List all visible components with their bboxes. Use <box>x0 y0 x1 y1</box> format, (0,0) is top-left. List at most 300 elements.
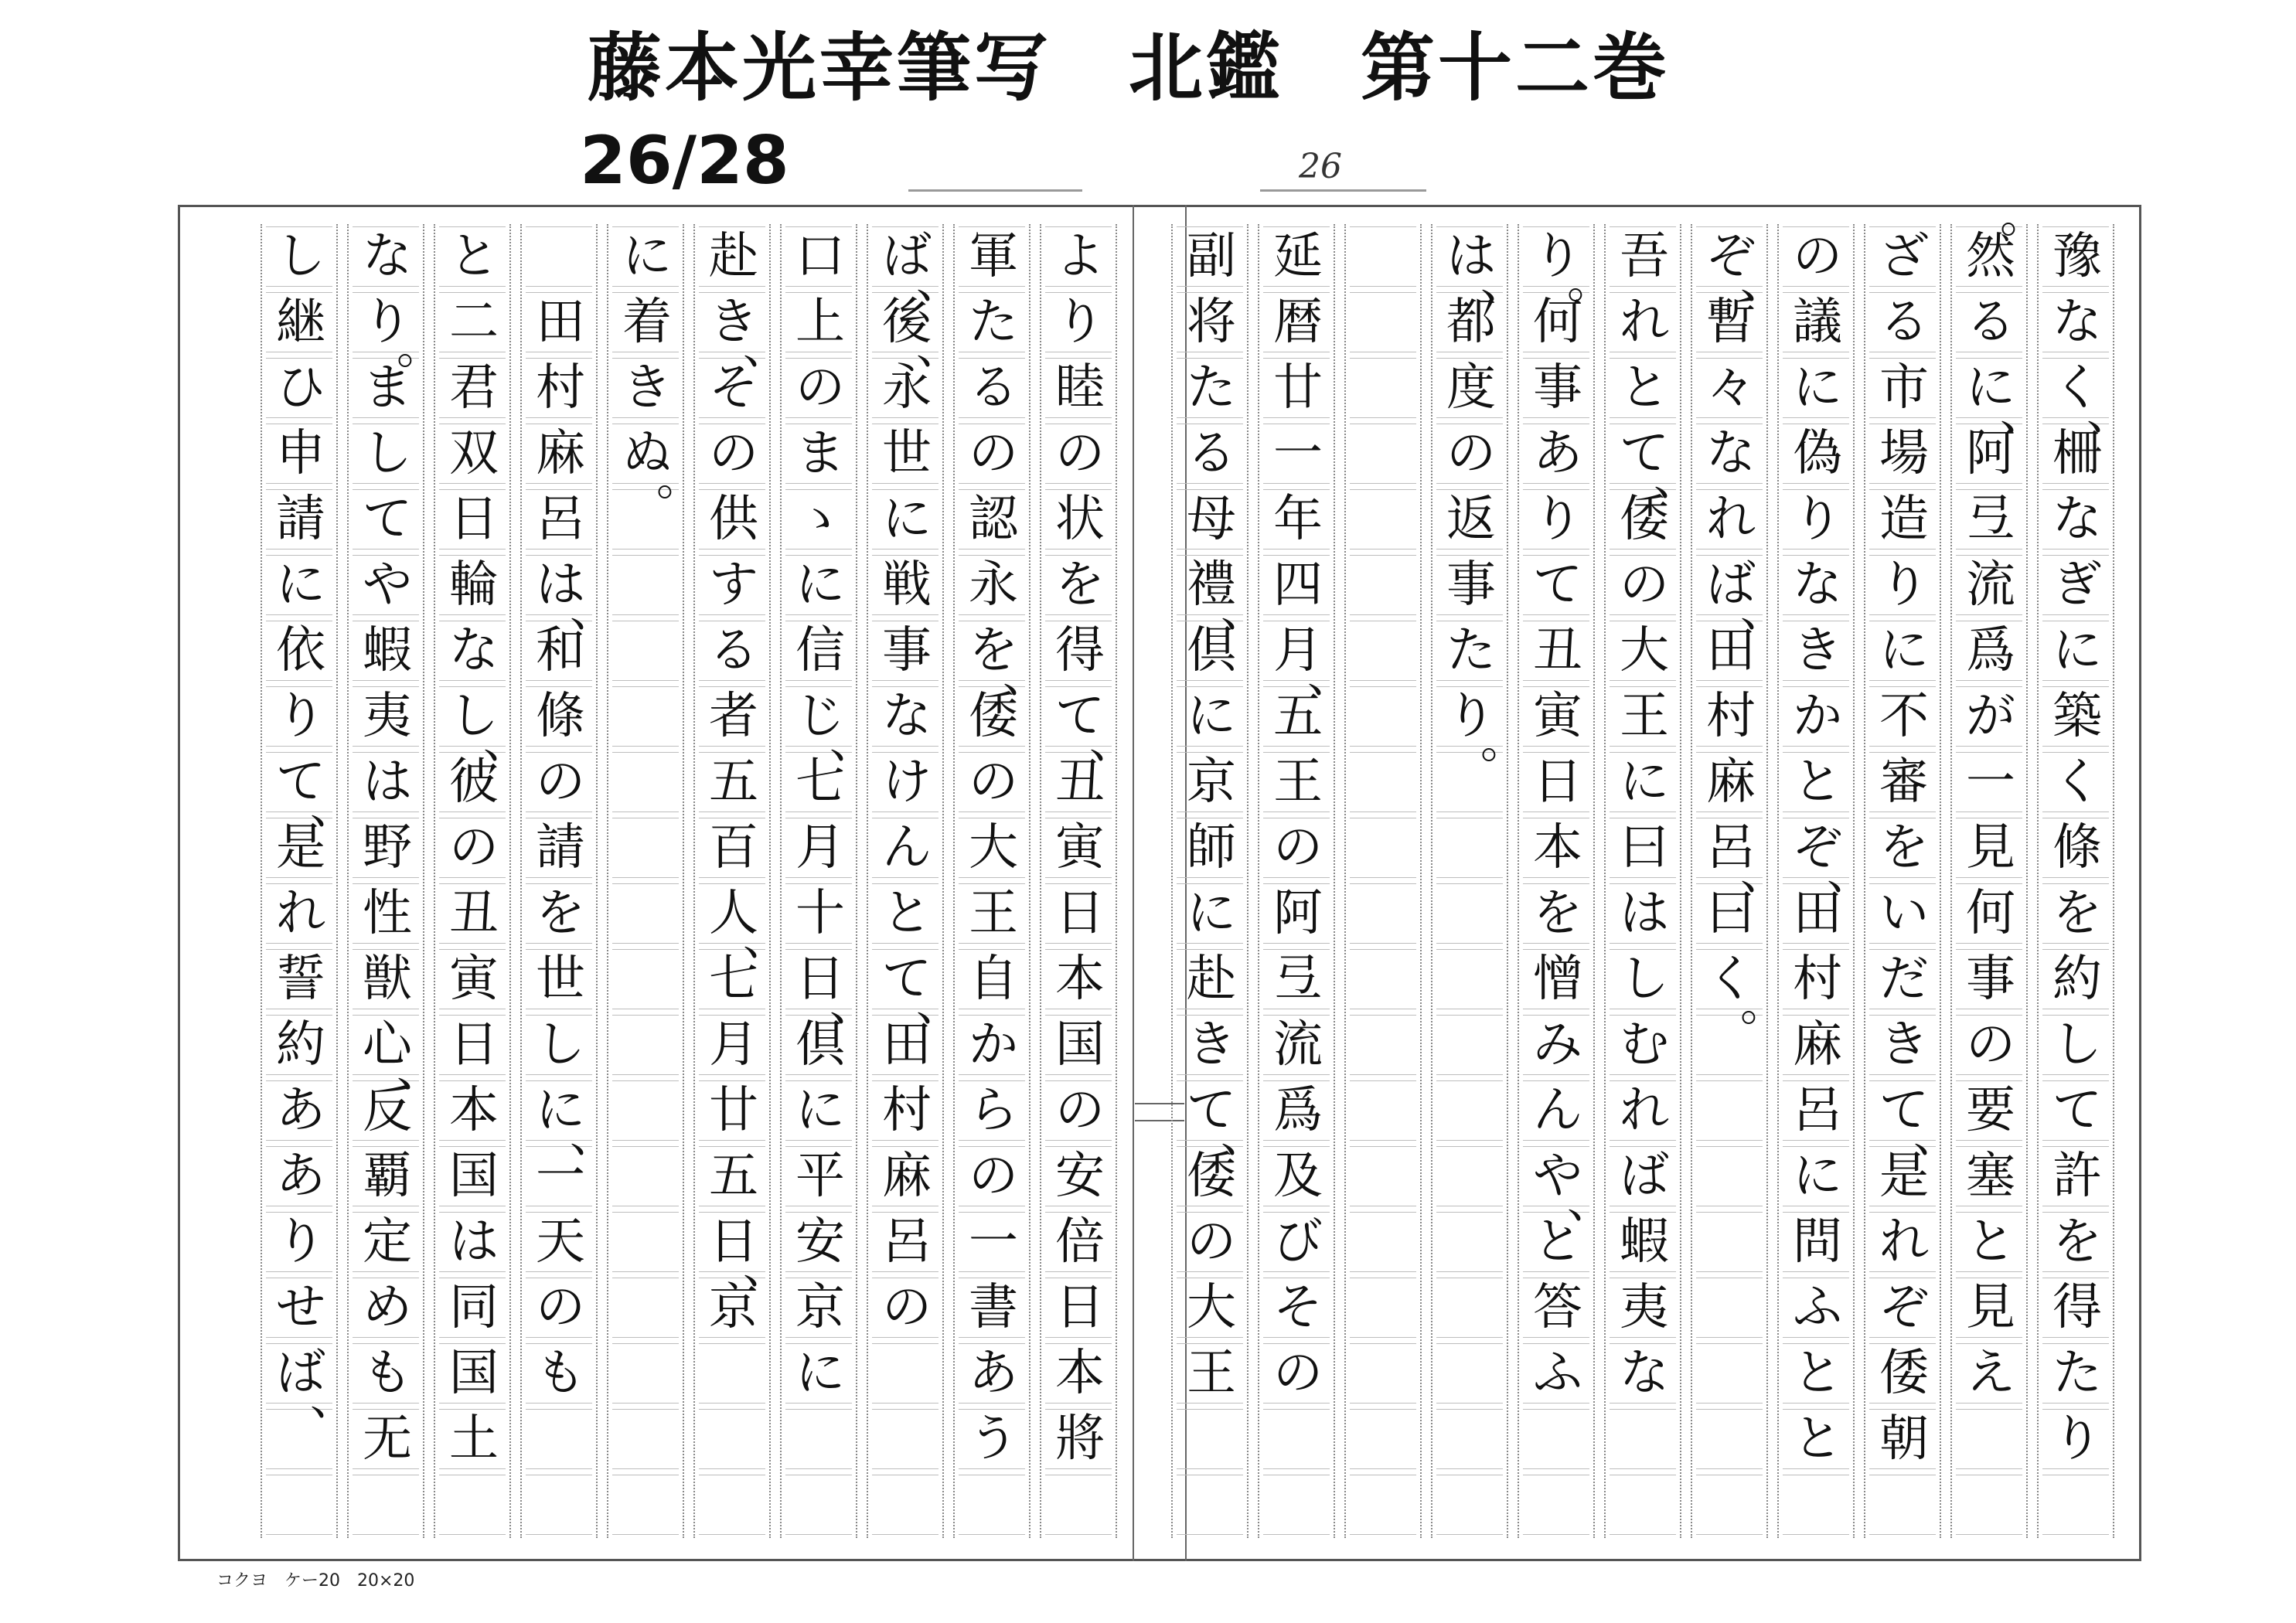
grid-cell <box>1045 1475 1112 1535</box>
manuscript-character: る <box>1187 425 1236 482</box>
grid-cell <box>959 1475 1025 1535</box>
manuscript-character: り <box>276 688 325 745</box>
manuscript-character: 、 <box>829 715 876 769</box>
manuscript-character: 吾 <box>1620 228 1669 285</box>
manuscript-character: 永 <box>969 556 1018 614</box>
manuscript-character: 上 <box>795 294 845 351</box>
manuscript-character: 大 <box>969 819 1018 876</box>
grid-cell <box>1350 686 1416 747</box>
manuscript-character: 戦 <box>882 556 932 614</box>
manuscript-character: を <box>536 885 585 942</box>
manuscript-character: 村 <box>536 359 585 417</box>
manuscript-character: 、 <box>570 584 616 638</box>
manuscript-character: 本 <box>1533 819 1582 876</box>
manuscript-character: 麻 <box>1793 1016 1842 1073</box>
manuscript-character: 日 <box>1533 754 1582 811</box>
manuscript-character: き <box>1793 622 1842 679</box>
manuscript-character: 日 <box>1055 885 1105 942</box>
manuscript-character: 倶 <box>1187 622 1236 679</box>
manuscript-character: い <box>1879 885 1929 942</box>
manuscript-character: 然 <box>1966 228 2015 285</box>
manuscript-character: 倭 <box>1620 491 1669 548</box>
manuscript-character: そ <box>709 359 758 417</box>
manuscript-character: 五 <box>709 1148 758 1205</box>
manuscript-character: 禮 <box>1187 556 1236 614</box>
grid-cell <box>612 752 679 812</box>
manuscript-character: 、 <box>829 978 876 1032</box>
manuscript-character: 何 <box>1533 294 1582 351</box>
manuscript-character: 丑 <box>1055 754 1105 811</box>
manuscript-character: と <box>1533 1213 1582 1271</box>
manuscript-character: ざ <box>1879 228 1929 285</box>
manuscript-character: 土 <box>449 1410 499 1468</box>
manuscript-character: に <box>1187 885 1236 942</box>
page-number-rule-right <box>1260 189 1426 192</box>
manuscript-character: 田 <box>1793 885 1842 942</box>
manuscript-character: し <box>2052 1016 2102 1073</box>
manuscript-character: た <box>1446 622 1496 679</box>
manuscript-character: 一 <box>1273 425 1323 482</box>
manuscript-character: 七 <box>709 951 758 1008</box>
manuscript-character: ぞ <box>1879 1279 1929 1336</box>
manuscript-character: り <box>276 1213 325 1271</box>
manuscript-character: 塞 <box>1966 1148 2015 1205</box>
grid-cell <box>612 949 679 1009</box>
grid-cell <box>1350 883 1416 944</box>
manuscript-character: 柵 <box>2052 425 2102 482</box>
manuscript-character: 、 <box>743 1240 789 1295</box>
manuscript-character: 申 <box>276 425 325 482</box>
manuscript-character: き <box>709 294 758 351</box>
manuscript-column <box>1258 224 1354 1538</box>
manuscript-character: り <box>1879 556 1929 614</box>
manuscript-character: 日 <box>449 1016 499 1073</box>
manuscript-character: に <box>1187 688 1236 745</box>
manuscript-character: に <box>1620 754 1669 811</box>
grid-cell <box>612 686 679 747</box>
manuscript-character: 議 <box>1793 294 1842 351</box>
manuscript-character: び <box>1273 1213 1323 1271</box>
manuscript-character: に <box>622 228 672 285</box>
manuscript-character: れ <box>1620 1082 1669 1139</box>
manuscript-character: な <box>1620 1345 1669 1402</box>
grid-cell <box>1436 1278 1503 1338</box>
grid-cell <box>1350 226 1416 287</box>
manuscript-character: 天 <box>536 1213 585 1271</box>
manuscript-character: 要 <box>1966 1082 2015 1139</box>
grid-cell <box>612 1146 679 1206</box>
grid-cell <box>872 1409 938 1469</box>
manuscript-character: 條 <box>536 688 585 745</box>
manuscript-character: 得 <box>2052 1279 2102 1336</box>
manuscript-character: 麻 <box>536 425 585 482</box>
manuscript-character: ま <box>363 359 412 417</box>
manuscript-character: 見 <box>1966 1279 2015 1336</box>
grid-cell <box>1956 1475 2022 1535</box>
manuscript-character: 。 <box>1480 715 1527 769</box>
manuscript-character: 度 <box>1446 359 1496 417</box>
manuscript-character: 彼 <box>449 754 499 811</box>
grid-cell <box>353 1475 419 1535</box>
manuscript-character: し <box>1620 951 1669 1008</box>
manuscript-character: 日 <box>709 1213 758 1271</box>
grid-cell <box>1350 949 1416 1009</box>
manuscript-character: は <box>1620 885 1669 942</box>
manuscript-character: 年 <box>1273 491 1323 548</box>
manuscript-column <box>693 224 789 1538</box>
manuscript-character: 心 <box>363 1016 412 1073</box>
manuscript-character: を <box>1055 556 1105 614</box>
grid-cell <box>1350 621 1416 681</box>
manuscript-character: に <box>1879 622 1929 679</box>
manuscript-character: れ <box>1706 491 1756 548</box>
manuscript-character: か <box>969 1016 1018 1073</box>
manuscript-character: 。 <box>397 321 443 375</box>
manuscript-character: に <box>1966 359 2015 417</box>
manuscript-character: し <box>363 425 412 482</box>
manuscript-character: る <box>709 622 758 679</box>
manuscript-column <box>1950 189 2046 1538</box>
grid-cell <box>1263 1475 1330 1535</box>
manuscript-character: の <box>1966 1016 2015 1073</box>
manuscript-character: れ <box>276 885 325 942</box>
manuscript-character: 十 <box>795 885 845 942</box>
manuscript-character: 返 <box>1446 491 1496 548</box>
manuscript-character: 一 <box>1966 754 2015 811</box>
manuscript-character: 丑 <box>449 885 499 942</box>
manuscript-character: な <box>882 688 932 745</box>
manuscript-character: て <box>1533 556 1582 614</box>
manuscript-character: て <box>2052 1082 2102 1139</box>
manuscript-character: ば <box>1706 556 1756 614</box>
grid-cell <box>1696 1409 1763 1469</box>
grid-cell <box>1350 489 1416 550</box>
manuscript-character: ゝ <box>795 491 845 548</box>
manuscript-character: 月 <box>1273 622 1323 679</box>
page-count: 26/28 <box>580 122 789 199</box>
manuscript-character: 憎 <box>1533 951 1582 1008</box>
manuscript-character: そ <box>1273 1279 1323 1336</box>
manuscript-sheet <box>178 189 2141 1561</box>
manuscript-character: の <box>795 359 845 417</box>
manuscript-character: て <box>1055 688 1105 745</box>
manuscript-character: 流 <box>1966 556 2015 614</box>
grid-cell <box>1610 1409 1676 1469</box>
manuscript-character: に <box>276 556 325 614</box>
grid-cell <box>1523 1475 1589 1535</box>
manuscript-character: 世 <box>882 425 932 482</box>
grid-cell <box>1350 1475 1416 1535</box>
manuscript-character: 約 <box>2052 951 2102 1008</box>
manuscript-character: 、 <box>310 781 356 835</box>
manuscript-column <box>1431 224 1527 1538</box>
manuscript-character: 呂 <box>1793 1082 1842 1139</box>
manuscript-character: も <box>536 1345 585 1402</box>
manuscript-character: 着 <box>622 294 672 351</box>
manuscript-character: 野 <box>363 819 412 876</box>
manuscript-character: 。 <box>2000 189 2046 243</box>
manuscript-character: 問 <box>1793 1213 1842 1271</box>
grid-cell <box>1350 818 1416 878</box>
manuscript-character: り <box>1533 491 1582 548</box>
manuscript-character: の <box>969 425 1018 482</box>
manuscript-character: 本 <box>449 1082 499 1139</box>
manuscript-character: 夷 <box>1620 1279 1669 1336</box>
manuscript-character: 供 <box>709 491 758 548</box>
manuscript-character: 偽 <box>1793 425 1842 482</box>
manuscript-character: は <box>1446 228 1496 285</box>
grid-cell <box>526 1475 592 1535</box>
manuscript-character: 、 <box>1089 715 1136 769</box>
manuscript-character: 、 <box>1827 846 1873 900</box>
manuscript-character: か <box>1793 688 1842 745</box>
manuscript-column <box>520 224 616 1538</box>
manuscript-character: 田 <box>536 294 585 351</box>
grid-cell <box>699 1475 765 1535</box>
manuscript-character: 、 <box>1307 649 1354 703</box>
manuscript-character: 々 <box>1706 359 1756 417</box>
manuscript-character: 倶 <box>795 1016 845 1073</box>
manuscript-column <box>434 224 530 1538</box>
manuscript-column <box>1604 224 1700 1538</box>
handwritten-page-number: 26 <box>1299 147 1342 186</box>
manuscript-character: 七 <box>795 754 845 811</box>
grid-cell <box>1696 1080 1763 1141</box>
manuscript-character: 大 <box>1187 1279 1236 1336</box>
manuscript-character: 朝 <box>1879 1410 1929 1468</box>
grid-cell <box>1436 1409 1503 1469</box>
manuscript-character: ま <box>795 425 845 482</box>
grid-cell <box>699 1343 765 1404</box>
grid-cell <box>612 1343 679 1404</box>
grid-cell <box>439 1475 506 1535</box>
manuscript-character: 書 <box>969 1279 1018 1336</box>
manuscript-character: ん <box>1533 1082 1582 1139</box>
manuscript-character: 阿 <box>1966 425 2015 482</box>
manuscript-character: 村 <box>1793 951 1842 1008</box>
manuscript-character: 、 <box>2086 386 2133 441</box>
manuscript-character: れ <box>1879 1213 1929 1271</box>
manuscript-character: て <box>276 754 325 811</box>
manuscript-character: 平 <box>795 1148 845 1205</box>
manuscript-character: 月 <box>795 819 845 876</box>
manuscript-character: な <box>1793 556 1842 614</box>
manuscript-character: 无 <box>363 1410 412 1468</box>
manuscript-character: 村 <box>1706 688 1756 745</box>
document-title: 藤本光幸筆写 北鑑 第十二巻 <box>588 25 1670 111</box>
manuscript-character: 王 <box>969 885 1018 942</box>
manuscript-character: の <box>1055 425 1105 482</box>
manuscript-character: ら <box>969 1082 1018 1139</box>
manuscript-character: に <box>536 1082 585 1139</box>
manuscript-character: ぞ <box>1706 228 1756 285</box>
grid-cell <box>612 1278 679 1338</box>
manuscript-character: 母 <box>1187 491 1236 548</box>
manuscript-character: 倭 <box>1187 1148 1236 1205</box>
grid-cell <box>1696 1278 1763 1338</box>
manuscript-character: の <box>1793 228 1842 285</box>
manuscript-character: 許 <box>2052 1148 2102 1205</box>
manuscript-character: 呂 <box>1706 819 1756 876</box>
grid-cell <box>612 818 679 878</box>
manuscript-character: 君 <box>449 359 499 417</box>
manuscript-character: く <box>1706 951 1756 1008</box>
manuscript-character: 一 <box>536 1148 585 1205</box>
manuscript-character: 、 <box>570 1109 616 1163</box>
grid-cell <box>612 1015 679 1075</box>
manuscript-character: に <box>795 1082 845 1139</box>
grid-cell <box>1696 1146 1763 1206</box>
manuscript-character: 、 <box>1740 846 1787 900</box>
manuscript-character: と <box>1793 1410 1842 1468</box>
manuscript-character: と <box>1966 1213 2015 1271</box>
grid-cell <box>1350 358 1416 418</box>
manuscript-column <box>780 224 876 1538</box>
manuscript-character: し <box>276 228 325 285</box>
manuscript-character: 認 <box>969 491 1018 548</box>
manuscript-character: 、 <box>483 715 530 769</box>
manuscript-character: と <box>1793 754 1842 811</box>
manuscript-character: き <box>1187 1016 1236 1073</box>
manuscript-character: 場 <box>1879 425 1929 482</box>
manuscript-character: の <box>449 819 499 876</box>
manuscript-character: 、 <box>1221 584 1267 638</box>
manuscript-character: 。 <box>1567 255 1613 309</box>
manuscript-character: 本 <box>1055 951 1105 1008</box>
manuscript-character: 、 <box>1913 1109 1960 1163</box>
manuscript-character: 。 <box>656 452 703 506</box>
manuscript-character: 事 <box>1533 359 1582 417</box>
manuscript-character: 王 <box>1187 1345 1236 1402</box>
manuscript-character: の <box>1187 1213 1236 1271</box>
manuscript-character: 田 <box>1706 622 1756 679</box>
grid-cell <box>1436 1212 1503 1272</box>
manuscript-character: 京 <box>709 1279 758 1336</box>
manuscript-character: 四 <box>1273 556 1323 614</box>
grid-cell <box>1696 1475 1763 1535</box>
manuscript-character: と <box>882 885 932 942</box>
manuscript-character: あ <box>1533 425 1582 482</box>
manuscript-character: な <box>1706 425 1756 482</box>
manuscript-character: ふ <box>1533 1345 1582 1402</box>
manuscript-character: 者 <box>709 688 758 745</box>
manuscript-character: ば <box>276 1345 325 1402</box>
manuscript-character: り <box>1055 294 1105 351</box>
grid-cell <box>699 1409 765 1469</box>
manuscript-character: 自 <box>969 951 1018 1008</box>
manuscript-character: 暫 <box>1706 294 1756 351</box>
manuscript-character: は <box>363 754 412 811</box>
grid-cell <box>612 1475 679 1535</box>
grid-cell <box>785 1409 852 1469</box>
grid-cell <box>1436 1080 1503 1141</box>
manuscript-character: き <box>622 359 672 417</box>
manuscript-character: く <box>2052 754 2102 811</box>
manuscript-character: 継 <box>276 294 325 351</box>
manuscript-character: 請 <box>276 491 325 548</box>
manuscript-character: 及 <box>1273 1148 1323 1205</box>
manuscript-character: に <box>795 1345 845 1402</box>
manuscript-character: 世 <box>536 951 585 1008</box>
grid-cell <box>1436 1343 1503 1404</box>
grid-cell <box>1610 1475 1676 1535</box>
manuscript-character: て <box>1187 1082 1236 1139</box>
manuscript-character: 見 <box>1966 819 2015 876</box>
manuscript-character: 口 <box>795 228 845 285</box>
manuscript-character: 事 <box>1966 951 2015 1008</box>
manuscript-character: を <box>1879 819 1929 876</box>
grid-cell <box>612 1080 679 1141</box>
manuscript-character: 市 <box>1879 359 1929 417</box>
manuscript-character: 、 <box>2000 386 2046 441</box>
manuscript-character: 、 <box>1567 1175 1613 1229</box>
manuscript-character: 豫 <box>2052 228 2102 285</box>
manuscript-character: 、 <box>916 255 962 309</box>
manuscript-character: 田 <box>882 1016 932 1073</box>
manuscript-character: し <box>536 1016 585 1073</box>
manuscript-character: せ <box>276 1279 325 1336</box>
manuscript-character: の <box>1273 819 1323 876</box>
grid-cell <box>1350 292 1416 352</box>
grid-cell <box>872 1343 938 1404</box>
manuscript-character: 永 <box>882 359 932 417</box>
manuscript-column <box>1040 224 1136 1538</box>
manuscript-character: 日 <box>795 951 845 1008</box>
manuscript-character: の <box>1446 425 1496 482</box>
manuscript-character: 倭 <box>969 688 1018 745</box>
manuscript-character: 五 <box>709 754 758 811</box>
manuscript-character: 王 <box>1273 754 1323 811</box>
manuscript-character: 日 <box>1055 1279 1105 1336</box>
manuscript-character: ふ <box>1793 1279 1842 1336</box>
manuscript-character: た <box>2052 1345 2102 1402</box>
manuscript-character: 是 <box>1879 1148 1929 1205</box>
manuscript-column <box>2037 224 2133 1538</box>
grid-cell <box>1436 818 1503 878</box>
manuscript-column <box>1518 224 1613 1538</box>
manuscript-character: 寅 <box>449 951 499 1008</box>
grid-cell <box>1436 1015 1503 1075</box>
manuscript-character: 京 <box>795 1279 845 1336</box>
manuscript-character: 双 <box>449 425 499 482</box>
manuscript-character: も <box>363 1345 412 1402</box>
manuscript-character: 爲 <box>1273 1082 1323 1139</box>
manuscript-character: 王 <box>1620 688 1669 745</box>
manuscript-character: て <box>1879 1082 1929 1139</box>
manuscript-character: 大 <box>1620 622 1669 679</box>
manuscript-character: て <box>882 951 932 1008</box>
manuscript-character: 睦 <box>1055 359 1105 417</box>
manuscript-character: 二 <box>449 294 499 351</box>
manuscript-character: 倭 <box>1879 1345 1929 1402</box>
grid-cell <box>526 1409 592 1469</box>
manuscript-character: ぬ <box>622 425 672 482</box>
manuscript-character: り <box>1446 688 1496 745</box>
manuscript-character: 寅 <box>1533 688 1582 745</box>
grid-cell <box>1869 1475 1936 1535</box>
manuscript-character: じ <box>795 688 845 745</box>
manuscript-character: 和 <box>536 622 585 679</box>
grid-cell <box>526 226 592 287</box>
grid-cell <box>1350 1015 1416 1075</box>
manuscript-character: の <box>882 1279 932 1336</box>
manuscript-character: る <box>1966 294 2015 351</box>
grid-cell <box>1350 1278 1416 1338</box>
manuscript-character: 暦 <box>1273 294 1323 351</box>
grid-cell <box>1177 1475 1243 1535</box>
manuscript-character: あ <box>276 1082 325 1139</box>
manuscript-character: を <box>1533 885 1582 942</box>
